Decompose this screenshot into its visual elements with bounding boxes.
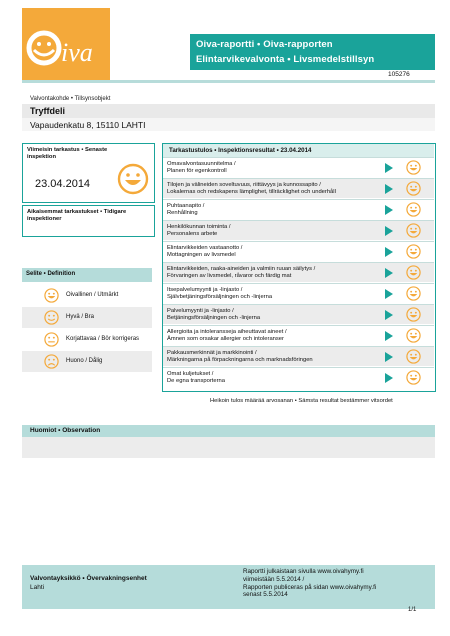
play-arrow-icon[interactable] [385,310,393,320]
result-row-label [167,287,389,301]
smiley-excellent-icon [406,181,421,196]
play-arrow-icon[interactable] [385,184,393,194]
result-row-line2: Förvaringen av livsmedel, råvaror och färdig mat [167,273,292,279]
result-row-label [167,245,389,259]
definitions-title: Selite • Definition [22,268,152,282]
definition-row [22,285,152,306]
smiley-excellent-icon [406,307,421,322]
smiley-excellent-icon [44,288,59,303]
result-row-line1: Omavalvontasuunnitelma / [167,161,236,167]
result-row-label [167,308,389,322]
footer-publish-note [243,568,433,599]
smiley-excellent-icon [406,328,421,343]
smiley-excellent-icon [406,223,421,238]
result-row [163,157,434,177]
smiley-excellent-icon [406,370,421,385]
result-row-label [167,266,389,280]
smiley-excellent-icon [406,202,421,217]
object-name: Tryffdeli [30,106,66,116]
page-number: 1/1 [408,607,417,613]
definition-row [22,307,152,328]
result-row-line1: Palvelumyynti ja -linjasto / [167,308,234,314]
result-row-line1: Pakkausmerkinnät ja markkinointi / [167,350,257,356]
publish-line: Raportti julkaistaan sivulla www.oivahymy.fi [243,568,364,575]
result-row-line2: Planen för egenkontroll [167,168,227,174]
result-row [163,178,434,198]
result-row-line1: Elintarvikkeiden, raaka-aineiden ja valmiin ruuan säilytys / [167,266,316,272]
result-row-label [167,371,389,385]
result-row-line2: Betjäningsförsäljningen och -linjerna [167,315,261,321]
publish-line: senast 5.5.2014 [243,591,288,599]
definition-row [22,329,152,350]
play-arrow-icon[interactable] [385,331,393,341]
observations-body [22,437,435,458]
result-row-label [167,329,389,343]
object-label: Valvontakohde • Tillsynsobjekt [30,96,111,102]
result-row-label [167,161,389,175]
result-row-line1: Omat kuljetukset / [167,371,214,377]
footer-unit-name: Lahti [30,584,45,591]
result-row-label [167,182,389,196]
result-row-line1: Tilojen ja välineiden soveltuvuus, riittävyys ja kunnossapito / [167,182,321,188]
definition-label: Huono / Dålig [66,358,103,364]
oiva-logo-icon [22,8,110,80]
result-row [163,283,434,303]
result-row-line2: Renhållning [167,210,198,216]
play-arrow-icon[interactable] [385,247,393,257]
result-row [163,199,434,219]
play-arrow-icon[interactable] [385,268,393,278]
report-title-banner [190,34,435,70]
smiley-good-icon [44,310,59,325]
result-row-line2: Märkningarna på förpackningarna och marknadsföringen [167,357,313,363]
smiley-excellent-icon [117,163,149,195]
result-row [163,346,434,366]
result-row [163,304,434,324]
report-title-line2: Elintarvikevalvonta • Livsmedelstillsyn [196,54,375,65]
smiley-excellent-icon [406,349,421,364]
latest-inspection-label: Viimeisin tarkastus • Senaste inspektion [27,147,108,160]
latest-inspection-box [22,143,155,203]
definition-label: Hyvä / Bra [66,314,95,320]
result-row-line2: Ämnen som orsakar allergier och intoleranser [167,336,284,342]
observations-title: Huomiot • Observation [22,425,435,437]
svg-text:iva: iva [61,38,93,67]
results-footnote: Heikoin tulos määrää arvosanan • Sämsta resultat bestämmer vitsordet [210,398,393,404]
play-arrow-icon[interactable] [385,289,393,299]
results-title: Tarkastustulos • Inspektionsresultat • 23.04.2014 [163,144,434,157]
result-row-line2: Mottagningen av livsmedel [167,252,236,258]
play-arrow-icon[interactable] [385,352,393,362]
result-row-label [167,224,389,238]
definition-row [22,351,152,372]
smiley-excellent-icon [406,286,421,301]
result-row [163,220,434,240]
result-row [163,262,434,282]
oiva-logo [22,8,110,80]
object-name-row [22,104,435,118]
definition-label: Oivallinen / Utmärkt [66,292,119,298]
previous-inspections-label: Aikaisemmat tarkastukset • Tidigare inspektioner [27,209,127,222]
result-row-label [167,203,389,217]
header-divider [22,80,435,83]
footer-unit-label: Valvontayksikkö • Övervakningsenhet [30,575,147,582]
result-row-line2: Personalens arbete [167,231,218,237]
result-row-line2: Självbetjäningsförsäljningen och -linjerna [167,294,273,300]
result-row-line1: Henkilökunnan toiminta / [167,224,231,230]
smiley-poor-icon [44,354,59,369]
smiley-excellent-icon [406,160,421,175]
result-row-line1: Allergioita ja intoleransseja aiheuttavat aineet / [167,329,287,335]
publish-line: viimeistään 5.5.2014 / [243,575,305,583]
object-address: Vapaudenkatu 8, 15110 LAHTI [30,120,146,130]
result-row-line1: Elintarvikkeiden vastaanotto / [167,245,243,251]
result-row-line2: De egna transporterna [167,378,226,384]
result-row-line1: Puhtaanapito / [167,203,205,209]
previous-inspections-box [22,205,155,237]
result-row [163,241,434,261]
definition-label: Korjattavaa / Bör korrigeras [66,336,140,342]
smiley-neutral-icon [44,332,59,347]
reference-number: 105276 [388,71,410,78]
result-row-line2: Lokalernas och redskapens lämplighet, tillräcklighet och underhåll [167,189,336,195]
play-arrow-icon[interactable] [385,205,393,215]
latest-inspection-date: 23.04.2014 [35,178,91,190]
play-arrow-icon[interactable] [385,163,393,173]
play-arrow-icon[interactable] [385,226,393,236]
result-row-line1: Itsepalvelumyynti ja -linjasto / [167,287,243,293]
left-column [22,143,155,383]
play-arrow-icon[interactable] [385,373,393,383]
result-row [163,367,434,387]
result-row [163,325,434,345]
inspection-results-table [162,143,436,392]
smiley-excellent-icon [406,265,421,280]
publish-line: Rapporten publiceras på sidan www.oivahymy.fi [243,583,377,591]
report-title-line1: Oiva-raportti • Oiva-rapporten [196,39,333,50]
smiley-excellent-icon [406,244,421,259]
result-row-label [167,350,389,364]
